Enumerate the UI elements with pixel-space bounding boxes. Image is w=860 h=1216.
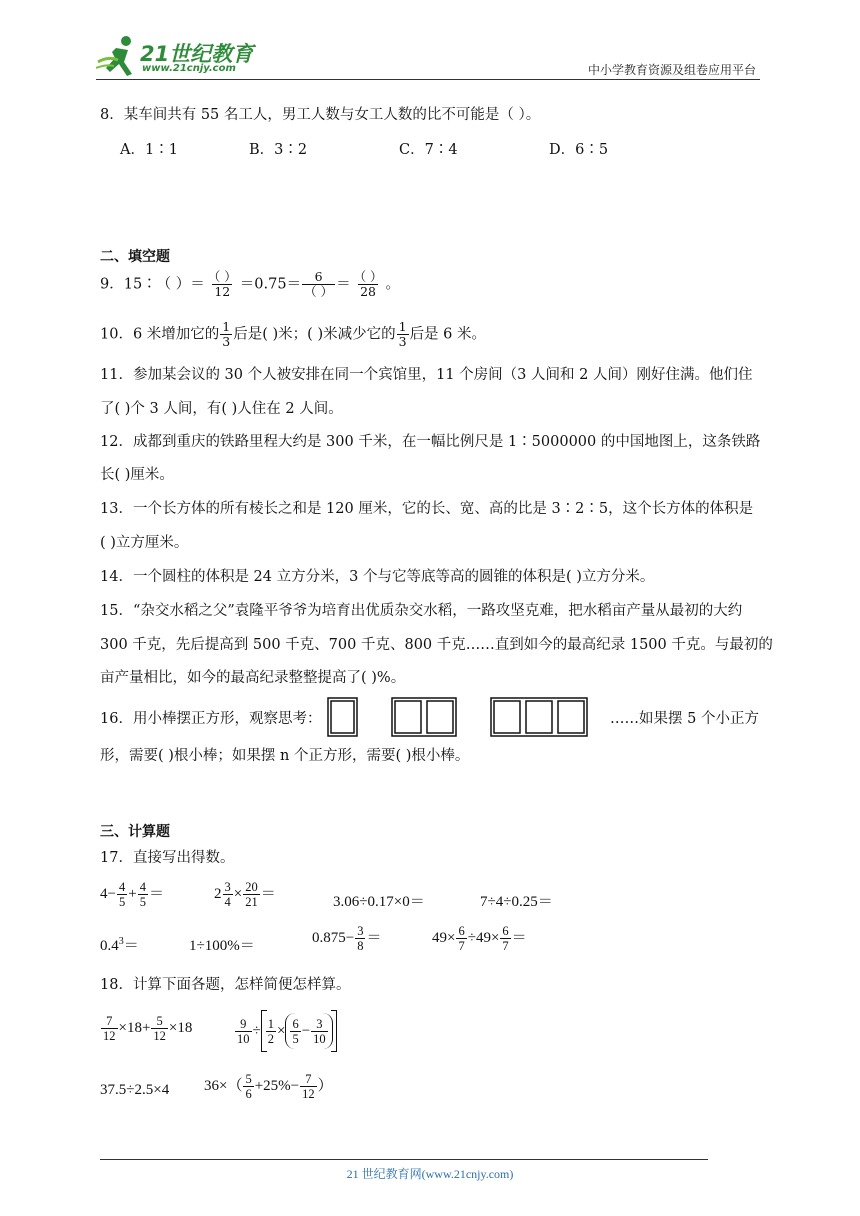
question-13-line-1: 13．一个长方体的所有棱长之和是 120 厘米，它的长、宽、高的比是 3∶2∶5，这个长方体的体积是 xyxy=(100,501,754,517)
fraction xyxy=(243,880,260,909)
footer-rule xyxy=(100,1159,708,1160)
question-8-stem: 8．某车间共有 55 名工人，男工人数与女工人数的比不可能是（ ）。 xyxy=(100,107,541,123)
question-14: 14．一个圆柱的体积是 24 立方分米，3 个与它等底等高的圆锥的体积是( )立方分米。 xyxy=(100,569,655,585)
numerator: 1 xyxy=(267,1016,274,1031)
fraction xyxy=(500,924,510,953)
expr-part: 4− xyxy=(100,885,116,902)
calc-17-5 xyxy=(100,934,139,955)
numerator: 6 xyxy=(292,1016,299,1031)
numerator: 5 xyxy=(156,1014,163,1028)
numerator: 1 xyxy=(222,319,231,334)
fraction xyxy=(311,1017,328,1046)
expr-part: 0.875− xyxy=(312,929,355,946)
expr-part: ＝ xyxy=(260,885,276,902)
numerator: 3 xyxy=(224,880,231,894)
denominator: 10 xyxy=(313,1031,326,1046)
question-10 xyxy=(100,320,486,349)
denominator: 5 xyxy=(118,895,126,909)
denominator: 12 xyxy=(302,1087,315,1101)
q10-part: 10．6 米增加它的 xyxy=(100,326,220,343)
denominator: 3 xyxy=(398,334,407,349)
question-12-line-2: 长( )厘米。 xyxy=(100,467,174,483)
calc-17-2 xyxy=(214,880,276,909)
fraction xyxy=(138,880,148,909)
q10-part: 后是 6 米。 xyxy=(409,326,487,343)
fraction xyxy=(223,880,233,909)
expr-part: × xyxy=(233,885,243,902)
expr-part: ×18+ xyxy=(118,1019,151,1036)
fraction xyxy=(151,1014,168,1043)
denominator: 3 xyxy=(222,334,231,349)
fraction xyxy=(266,1017,276,1046)
expr-part: ÷ xyxy=(252,1022,261,1039)
header-rule xyxy=(96,79,760,80)
numerator: （ ） xyxy=(353,269,383,284)
expr-part: ＝ xyxy=(123,938,139,954)
calc-17-3: 3.06÷0.17×0＝ xyxy=(333,894,425,910)
denominator: 2 xyxy=(267,1031,274,1046)
calc-17-6: 1÷100%＝ xyxy=(189,938,255,954)
calc-17-4: 7÷4÷0.25＝ xyxy=(480,894,553,910)
q9-part: ＝0.75＝ xyxy=(239,276,302,293)
expr-part: − xyxy=(301,1022,311,1039)
denominator: 12 xyxy=(214,284,231,299)
numerator: 3 xyxy=(316,1016,323,1031)
numerator: 7 xyxy=(305,1072,312,1086)
numerator: （ ） xyxy=(207,269,237,284)
denominator: 12 xyxy=(153,1029,166,1043)
expr-part: 36×（ xyxy=(204,1077,243,1094)
denominator: 10 xyxy=(237,1031,250,1046)
expr-part: × xyxy=(276,1022,286,1039)
numerator: 5 xyxy=(245,1072,252,1086)
stick-squares-figure xyxy=(325,695,615,741)
denominator: 4 xyxy=(224,895,231,909)
option-a: A．1∶1 xyxy=(120,142,178,158)
question-13-line-2: ( )立方厘米。 xyxy=(100,535,189,551)
calc-18-4 xyxy=(204,1072,333,1101)
q9-part: 。 xyxy=(385,276,401,293)
platform-name: 中小学教育资源及组卷应用平台 xyxy=(587,63,756,77)
question-9 xyxy=(100,270,400,299)
denominator: 21 xyxy=(245,895,258,909)
expr-part: ＝ xyxy=(511,929,527,946)
calc-17-8 xyxy=(432,924,527,953)
q9-part: ＝ xyxy=(336,276,351,293)
fraction xyxy=(300,1072,317,1101)
section-3-title: 三、计算题 xyxy=(100,824,170,840)
expr-part: ÷49× xyxy=(467,929,500,946)
q10-part: 后是( )米；( )米减少它的 xyxy=(233,326,396,343)
question-15-line-1: 15．“杂交水稻之父”袁隆平爷爷为培育出优质杂交水稻，一路攻坚克难，把水稻亩产量从最初的大约 xyxy=(100,603,743,619)
fraction xyxy=(243,1072,253,1101)
numerator: 3 xyxy=(357,924,364,938)
expr-part: + xyxy=(128,885,137,902)
logo-text: 21世纪教育 xyxy=(140,42,254,66)
expr-part: ×18 xyxy=(168,1019,193,1036)
question-18-stem: 18．计算下面各题，怎样简便怎样算。 xyxy=(100,977,351,993)
denominator: （ ） xyxy=(304,284,334,299)
fraction xyxy=(352,270,385,299)
denominator: 5 xyxy=(292,1031,299,1046)
calc-18-2 xyxy=(234,1010,337,1052)
numerator: 1 xyxy=(398,319,407,334)
question-15-line-3: 亩产量相比，如今的最高纪录整整提高了( )%。 xyxy=(100,670,406,686)
question-16-line-2: 形，需要( )根小棒；如果摆 n 个正方形，需要( )根小棒。 xyxy=(100,748,470,764)
numerator: 9 xyxy=(240,1016,247,1031)
footer-text: 21 世纪教育网(www.21cnjy.com) xyxy=(346,1167,514,1181)
option-b: B．3∶2 xyxy=(249,142,308,158)
expr-part: ＝ xyxy=(366,929,382,946)
denominator: 28 xyxy=(360,284,376,299)
fraction xyxy=(290,1017,300,1046)
paren-group xyxy=(285,1013,332,1049)
logo-url: www.21cnjy.com xyxy=(142,63,236,74)
numerator: 6 xyxy=(458,924,465,938)
calc-17-7 xyxy=(312,924,381,953)
fraction xyxy=(101,1014,118,1043)
calc-18-1 xyxy=(100,1014,192,1043)
numerator: 7 xyxy=(106,1014,113,1028)
fraction xyxy=(397,320,409,349)
exponent: 3 xyxy=(118,936,124,947)
bracket-group xyxy=(261,1010,337,1052)
expr-part: ＝ xyxy=(148,885,164,902)
denominator: 7 xyxy=(458,939,465,953)
fraction xyxy=(117,880,127,909)
numerator: 4 xyxy=(139,880,146,894)
calc-17-1 xyxy=(100,880,164,909)
expr-part: ） xyxy=(317,1077,333,1094)
numerator: 6 xyxy=(502,924,509,938)
numerator: 6 xyxy=(314,269,323,284)
runner-logo-icon xyxy=(96,34,142,78)
q9-part: 9．15∶（ ）＝ xyxy=(100,276,205,293)
question-11-line-1: 11．参加某会议的 30 个人被安排在同一个宾馆里，11 个房间（3 人间和 2 人间）刚好住满。他们住 xyxy=(100,367,753,383)
fraction xyxy=(235,1017,252,1046)
option-d: D．6∶5 xyxy=(549,142,609,158)
option-c: C．7∶4 xyxy=(399,142,458,158)
question-16-ellipsis: ……如果摆 5 个小正方 xyxy=(610,711,759,727)
calc-18-3: 37.5÷2.5×4 xyxy=(100,1082,170,1098)
expr-part: 2 xyxy=(214,885,222,902)
section-2-title: 二、填空题 xyxy=(100,249,170,265)
denominator: 6 xyxy=(245,1087,252,1101)
expr-part: +25%− xyxy=(254,1077,300,1094)
numerator: 20 xyxy=(245,880,258,894)
question-16-line-1: 16．用小棒摆正方形，观察思考： xyxy=(100,711,322,727)
numerator: 4 xyxy=(118,880,126,894)
fraction xyxy=(456,924,466,953)
fraction xyxy=(206,270,239,299)
logo xyxy=(96,34,256,78)
fraction xyxy=(355,924,365,953)
question-12-line-1: 12．成都到重庆的铁路里程大约是 300 千米，在一幅比例尺是 1∶5000000 的中国地图上，这条铁路 xyxy=(100,434,761,450)
denominator: 12 xyxy=(103,1029,116,1043)
denominator: 5 xyxy=(139,895,146,909)
question-15-line-2: 300 千克，先后提高到 500 千克、700 千克、800 千克……直到如今的最高纪录 1500 千克。与最初的 xyxy=(100,637,773,653)
fraction xyxy=(302,270,335,299)
denominator: 7 xyxy=(502,939,509,953)
question-11-line-2: 了( )个 3 人间，有( )人住在 2 人间。 xyxy=(100,401,343,417)
denominator: 8 xyxy=(357,939,364,953)
expr-part: 0.4 xyxy=(100,938,119,954)
expr-part: 49× xyxy=(432,929,456,946)
question-17-stem: 17．直接写出得数。 xyxy=(100,850,235,866)
fraction xyxy=(220,320,232,349)
